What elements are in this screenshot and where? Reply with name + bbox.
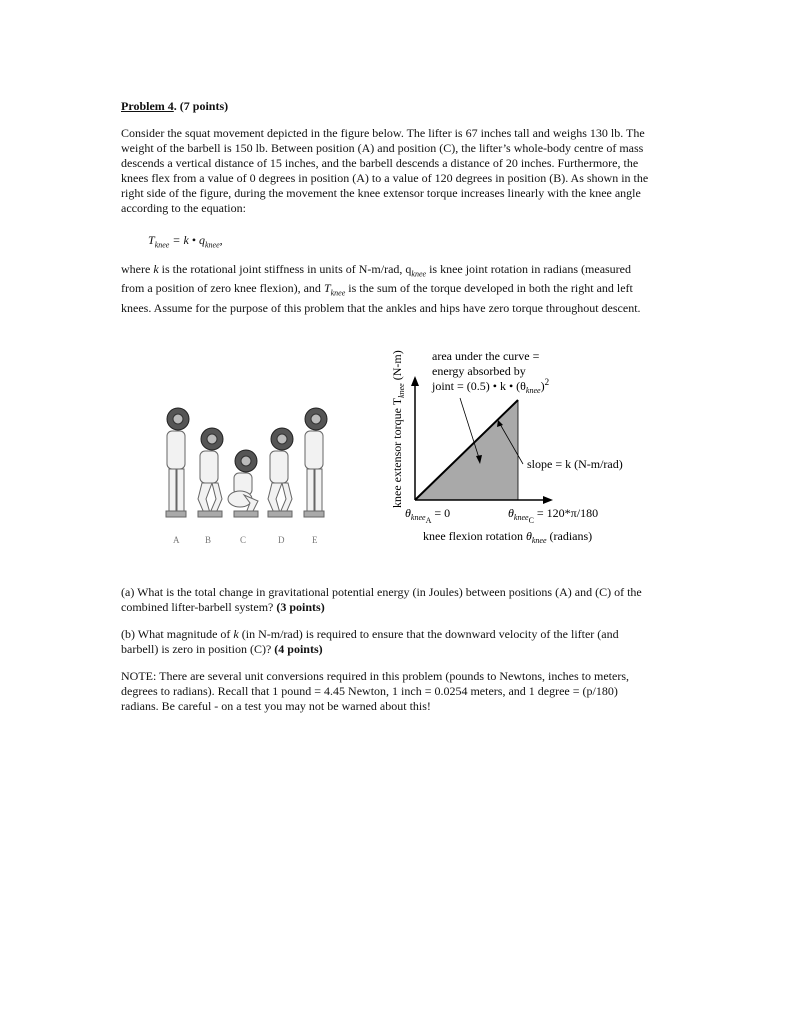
- lifter-b-figure: [198, 428, 223, 517]
- position-label-c: C: [240, 535, 247, 545]
- squat-sequence-figure: [160, 335, 340, 547]
- x-axis-arrowhead: [543, 496, 553, 504]
- def-k: k: [153, 262, 159, 276]
- torque-angle-graph: [385, 330, 645, 560]
- question-b-text-before: (b) What magnitude of: [121, 627, 234, 641]
- question-a-points: (3 points): [276, 600, 325, 614]
- problem-heading: [121, 99, 228, 114]
- y-axis-arrowhead: [411, 376, 419, 386]
- eq-rhs: = k • q: [169, 233, 205, 247]
- lifter-a-figure: [166, 408, 189, 517]
- def-t-sub: knee: [330, 288, 346, 298]
- def-q-sub: knee: [411, 269, 427, 279]
- theta-c-label: $\theta_{kneeC} = 120*\pi/180$: [508, 506, 599, 525]
- question-b-k: k: [233, 627, 239, 641]
- eq-tail: ,: [219, 233, 223, 247]
- question-a-text: (a) What is the total change in gravitational potential energy (in Joules) between positions (A) and (C) of the combined lifter-barbell system?: [121, 585, 642, 614]
- question-b-text-after: (in N-m/rad) is required to ensure that the downward velocity of the lifter (and barbell) is zero in position (C)?: [121, 627, 619, 656]
- area-note-line2: energy absorbed by: [432, 364, 526, 378]
- question-b-points: (4 points): [274, 642, 323, 656]
- problem-title: Problem 4: [121, 99, 174, 113]
- definition-paragraph: [121, 262, 651, 316]
- unit-conversion-note: NOTE: There are several unit conversions required in this problem (pounds to Newtons, inches to meters, degrees to radians). Recall that 1 pound = 4.45 Newton, 1 inch = 0.0254 meters, and 1 degree = (p/180) radians. Be careful - on a test you may not be warned about this!: [121, 669, 629, 713]
- question-a: [121, 585, 651, 615]
- theta-a-label: $\theta_{kneeA} = 0$: [405, 506, 451, 525]
- slope-label: slope = k (N-m/rad): [527, 457, 623, 471]
- def-t: T: [323, 281, 331, 296]
- area-note-line1: area under the curve =: [432, 349, 540, 363]
- def-part3: is knee joint rotation in radians (measured from a position of zero knee flexion), and: [121, 262, 632, 296]
- position-label-a: A: [173, 535, 180, 545]
- position-label-e: E: [312, 535, 318, 545]
- lifter-c-figure: [228, 450, 258, 517]
- torque-equation: [148, 233, 223, 249]
- def-part2: is the rotational joint stiffness in units of N-m/rad, q: [158, 262, 412, 276]
- x-axis-label: knee flexion rotation $\theta_{knee}$ (radians): [423, 529, 593, 545]
- eq-rhs-sub: knee: [204, 240, 220, 250]
- y-axis-label: knee extensor torque $T_{knee}$ (N-m): [390, 350, 406, 508]
- question-b: [121, 627, 651, 657]
- area-note-line3: joint = (0.5) • k • $(\theta_{knee})^2$: [432, 377, 550, 395]
- def-part4: is the sum of the torque developed in both the right and left knees. Assume for the purpose of this problem that the ankles and hips have zero torque throughout descent.: [121, 281, 641, 315]
- intro-paragraph: Consider the squat movement depicted in the figure below. The lifter is 67 inches tall and weighs 130 lb. The weight of the barbell is 150 lb. Between position (A) and position (C), the lifter’s whole-body centre of mass descends a vertical distance of 15 inches, and the barbell descends a distance of 20 inches. Furthermore, the knees flex from a value of 0 degrees in position (A) to a value of 120 degrees in position (B). As shown in the right side of the figure, during the movement the knee extensor torque increases linearly with the knee angle according to the equation:: [121, 126, 649, 215]
- eq-lhs: T: [148, 233, 155, 247]
- position-label-d: D: [278, 535, 285, 545]
- lifter-e-figure: [304, 408, 327, 517]
- position-label-b: B: [205, 535, 212, 545]
- lifter-d-figure: [268, 428, 293, 517]
- def-part1: where: [121, 262, 154, 276]
- problem-points: . (7 points): [173, 99, 229, 113]
- eq-lhs-sub: knee: [154, 240, 170, 250]
